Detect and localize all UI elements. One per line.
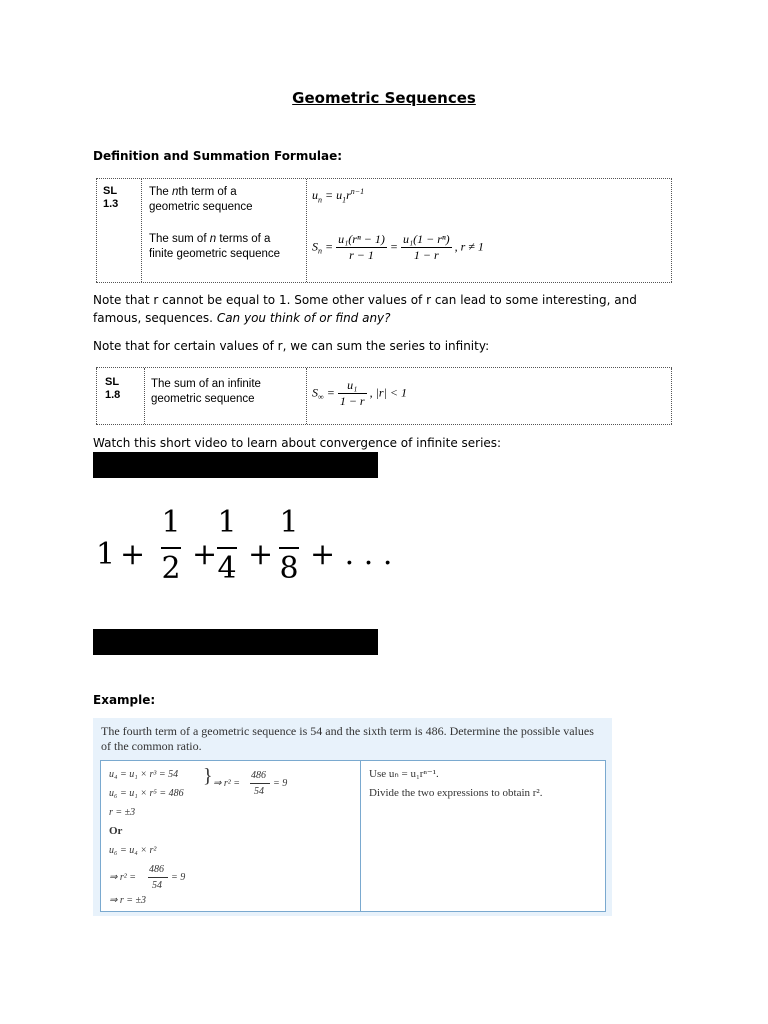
method-note: Divide the two expressions to obtain r². [369,787,543,799]
infinite-sum-description: The sum of an infinite geometric sequence [151,378,261,405]
working-line: = 9 [273,778,288,789]
note-sum-to-infinity: Note that for certain values of r, we can sum the series to infinity: [93,339,490,353]
page-title: Geometric Sequences [292,89,476,107]
syllabus-code: SL 1.3 [103,185,119,210]
infinite-series-expression: 1 + 1 2 + 1 4 + 1 8 + . . . [96,505,393,586]
working-line: u₄ = u₁ × r³ = 54 [109,769,179,780]
fraction-numerator: 486 [251,770,266,781]
working-line: ⇒ r² = [109,872,137,883]
working-line: ⇒ r² = [213,778,241,789]
brace-symbol: } [203,765,213,787]
example-heading: Example: [93,693,156,707]
finite-sum-formula: $S_n$ = $\frac{\text{u₁(rⁿ − 1)}}{r - 1}$ = $\frac{\text{u₁(1 − rⁿ)}}{1 - r}$ , r ≠ 1 [312,232,484,262]
fraction-denominator: 54 [152,880,162,891]
note-r-not-one: Note that r cannot be equal to 1. Some other values of r can lead to some interesting, and famous, sequences. Can you think of or find any? [93,293,637,325]
or-label: Or [109,825,123,837]
infinite-sum-formula: $S_\infty$ = $\frac{\text{u₁}}{1 - r}$ , |r| < 1 [312,378,407,408]
video-intro-text: Watch this short video to learn about convergence of infinite series: [93,436,502,450]
nth-term-description: The nth term of a geometric sequence [149,186,253,213]
example-working-table [100,760,606,912]
fraction-numerator: 486 [149,864,164,875]
example-box [93,718,612,916]
formula-table-sl-1-8 [96,367,672,425]
redacted-video-link[interactable] [93,452,378,478]
finite-sum-description: The sum of n terms of a finite geometric sequence [149,233,281,260]
redacted-video-link[interactable] [93,629,378,655]
working-line: = 9 [171,872,186,883]
nth-term-formula: $u_n = u_1r^{n-1}$ [312,187,365,205]
working-line: u₆ = u₁ × r⁵ = 486 [109,788,184,799]
method-note: Use uₙ = u₁rⁿ⁻¹. [369,768,439,780]
formula-table-sl-1-3 [96,178,672,283]
example-question: The fourth term of a geometric sequence is 54 and the sixth term is 486. Determine the possible values of the common ratio. [101,724,594,753]
working-line: ⇒ r = ±3 [109,895,147,906]
syllabus-code: SL 1.8 [105,376,121,401]
definition-heading: Definition and Summation Formulae: [93,149,343,163]
fraction-denominator: 54 [254,786,264,797]
working-line: r = ±3 [109,807,136,818]
working-line: u₆ = u₄ × r² [109,845,157,856]
